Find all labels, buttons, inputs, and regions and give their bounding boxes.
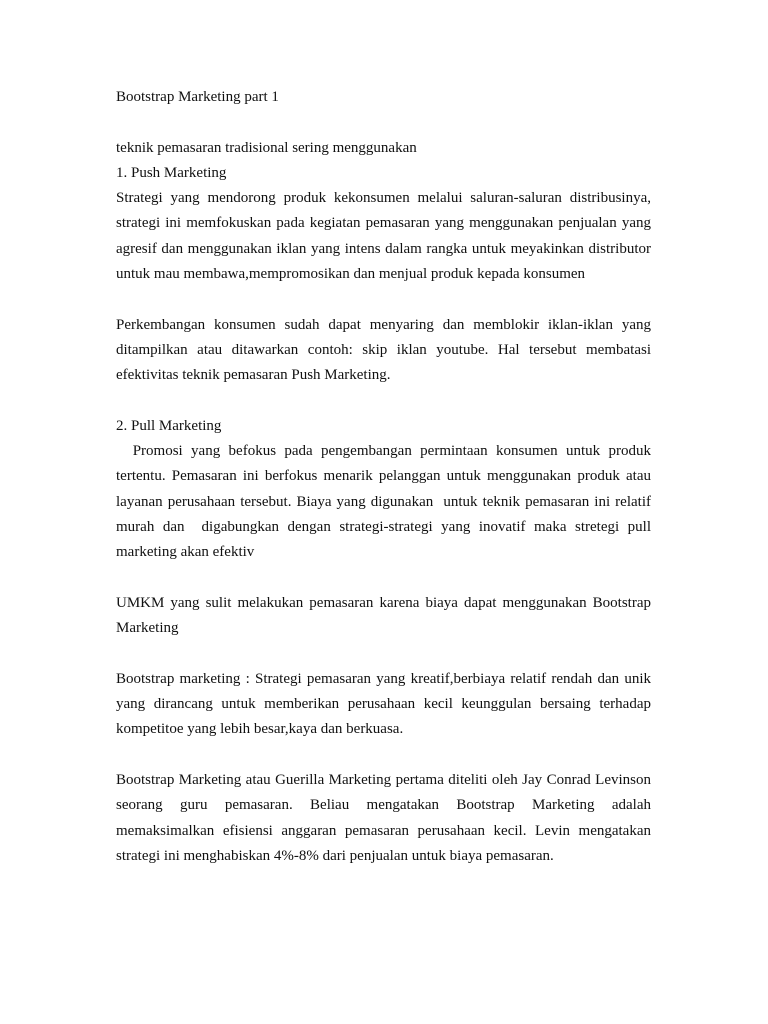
bootstrap-history-paragraph: Bootstrap Marketing atau Guerilla Marketing pertama diteliti oleh Jay Conrad Levinson seorang guru pemasaran. Beliau mengatakan Bootstrap Marketing adalah memaksimalkan efisiensi anggaran pemasaran perusahaan kecil. Levin mengatakan strategi ini menghabiskan 4%-8% dari penjualan untuk biaya pemasaran. xyxy=(116,772,651,864)
spacer xyxy=(116,566,651,591)
pull-marketing-heading: 2. Pull Marketing xyxy=(116,417,222,434)
spacer xyxy=(116,287,651,312)
document-page xyxy=(116,85,655,869)
spacer xyxy=(116,642,651,667)
document-title: Bootstrap Marketing part 1 xyxy=(116,89,279,105)
spacer xyxy=(116,110,651,135)
pull-marketing-paragraph: Promosi yang befokus pada pengembangan permintaan konsumen untuk produk tertentu. Pemasaran ini berfokus menarik pelanggan untuk menggunakan produk atau layanan perusahaan tersebut. Biaya yang digunakan untuk teknik pemasaran ini relatif murah dan digabungkan dengan strategi-strategi yang inovatif maka stretegi pull marketing akan efektiv xyxy=(116,443,655,561)
push-marketing-paragraph: Strategi yang mendorong produk kekonsumen melalui saluran-saluran distribusinya, strategi ini memfokuskan pada kegiatan pemasaran yang menggunakan penjualan yang agresif dan menggunakan iklan yang intens dalam rangka untuk meyakinkan distributor untuk mau membawa,mempromosikan dan menjual produk kepada konsumen xyxy=(116,190,651,283)
umkm-paragraph: UMKM yang sulit melakukan pemasaran karena biaya dapat menggunakan Bootstrap Marketing xyxy=(116,594,651,637)
bootstrap-definition-paragraph: Bootstrap marketing : Strategi pemasaran yang kreatif,berbiaya relatif rendah dan unik yang dirancang untuk memberikan perusahaan kecil keunggulan bersaing terhadap kompetitoe yang lebih besar,kaya dan berkuasa. xyxy=(116,670,651,738)
intro-text: teknik pemasaran tradisional sering menggunakan xyxy=(116,139,417,156)
push-marketing-followup-paragraph: Perkembangan konsumen sudah dapat menyaring dan memblokir iklan-iklan yang ditampilkan atau ditawarkan contoh: skip iklan youtube. Hal tersebut membatasi efektivitas teknik pemasaran Push Marketing. xyxy=(116,316,651,384)
push-marketing-heading: 1. Push Marketing xyxy=(116,164,227,181)
spacer xyxy=(116,389,651,414)
spacer xyxy=(116,743,651,768)
